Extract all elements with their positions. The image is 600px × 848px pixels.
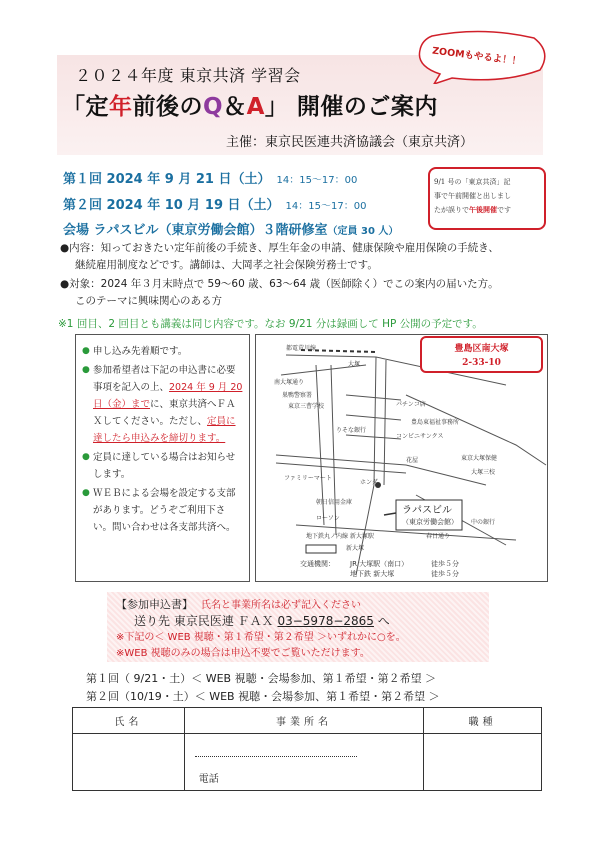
map-label: 東京大塚保健: [461, 455, 498, 462]
access-subway-walk: 徒歩５分: [431, 570, 459, 578]
col-office-header: 事業所名: [184, 708, 423, 734]
building-name: ラパスビル: [402, 505, 452, 516]
job-field[interactable]: [424, 734, 542, 791]
page-title: 「定年前後のQ＆A」 開催のご案内: [62, 94, 438, 120]
zoom-text: ZOOMもやるよ！！: [431, 45, 522, 68]
map-label: 中の銀行: [471, 519, 496, 526]
name-field[interactable]: [73, 734, 185, 791]
office-field[interactable]: [184, 734, 423, 791]
application-note-2: ※WEB 視聴のみの場合は申込不要でご覧いただけます。: [116, 648, 370, 659]
application-title: 【参加申込書】 氏名と事業所名は必ず記入ください: [116, 598, 361, 611]
rule-item: ● 定員に達している場合はお知らせします。: [82, 452, 236, 480]
map-label: 春日通り: [426, 533, 451, 540]
choice-session-2[interactable]: 第２回（10/19・土）＜ WEB 視聴・会場参加、第１希望・第２希望 ＞: [86, 690, 440, 703]
building-sub: （東京労働会館）: [402, 518, 458, 526]
map-label: 花屋: [406, 457, 419, 464]
map-label: 新大塚: [346, 545, 365, 552]
map-label: 都電荒川線: [286, 345, 317, 352]
map-label: 大塚: [348, 361, 361, 368]
col-job-header: 職種: [424, 708, 542, 734]
choice-session-1[interactable]: 第１回（ 9/21・土）＜ WEB 視聴・会場参加、第１希望・第２希望 ＞: [86, 672, 437, 685]
map-label: 南大塚通り: [274, 379, 305, 386]
application-form: [72, 707, 542, 791]
venue: 会場 ラパスビル（東京労働会館）３階研修室（定員 30 人）: [63, 223, 399, 238]
map-label: ローソン: [316, 515, 340, 522]
map-label: 大塚三校: [471, 469, 496, 476]
content-line-2: 継続雇用制度などです。講師は、大岡孝之社会保険労務士です。: [75, 259, 378, 271]
access-subway: 地下鉄 新大塚: [350, 570, 395, 578]
rule-item: ● 参加希望者は下記の申込書に必要事項を記入の上、2024 年 9 月 20 日（金）までに、東京共済へＦＡＸしてください。ただし、定員に達したら申込みを締切ります。: [82, 365, 243, 444]
organizer: 主催：東京民医連共済協議会（東京共済）: [226, 135, 474, 150]
content-line-1: ●内容：知っておきたい定年前後の手続き、厚生年金の申請、健康保険や雇用保険の手続き、: [60, 242, 499, 254]
session-2: 第２回 2024 年 10 月 19 日（土） 14：15〜17：00: [63, 198, 367, 213]
map-label: コンビニサンクス: [396, 433, 444, 440]
address-box: 豊島区南大塚 2-33-10: [420, 336, 543, 373]
target-line-1: ●対象：2024 年３月末時点で 59〜60 歳、63〜64 歳（医師除く）でこの案内の届いた方。: [60, 278, 499, 290]
rule-item: ● ＷＥＢによる会場を設定する支部があります。どうぞご利用下さい。問い合わせは各支部共済へ。: [82, 488, 236, 533]
map-label: 地下鉄丸ノ内線 新大塚駅: [306, 533, 374, 540]
access-jr: JR 大塚駅（南口）: [350, 560, 409, 568]
map-label: 豊島東福祉事務所: [411, 419, 460, 426]
map-label: ホンダ: [360, 479, 378, 486]
session-1: 第１回 2024 年 9 月 21 日（土） 14：15〜17：00: [63, 172, 358, 187]
phone-label: 電話: [198, 774, 219, 785]
access-label: 交通機関：: [300, 560, 335, 568]
map-label: 東京三曹学校: [288, 403, 325, 410]
access-jr-walk: 徒歩５分: [431, 560, 459, 568]
map-label: りそな銀行: [336, 427, 367, 434]
rule-item: ● 申し込み先着順です。: [82, 346, 188, 357]
col-name-header: 氏名: [73, 708, 185, 734]
map-label: 朝日信用金庫: [316, 499, 353, 506]
recording-note: ※1 回目、2 回目とも講義は同じ内容です。なお 9/21 分は録画して HP 公開の予定です。: [58, 318, 483, 330]
notice-box: 9/1 号の「東京共済」記 事で午前開催と出しまし たが誤りで午後開催です: [428, 167, 546, 230]
application-rules-box: [75, 334, 250, 582]
map-label: ファミリーマート: [284, 475, 332, 482]
map-label: 巣鴨警察署: [282, 392, 313, 399]
map-label: パチンコ店: [396, 401, 426, 408]
title-year: ２０２４年度 東京共済 学習会: [75, 66, 301, 85]
fax-line: 送り先 東京民医連 ＦＡＸ 03−5978−2865 へ: [134, 614, 390, 628]
application-note-1: ※下記の＜ WEB 視聴・第１希望・第２希望 ＞いずれかに○を。: [116, 632, 406, 643]
target-line-2: このテーマに興味関心のある方: [75, 295, 222, 307]
zoom-speech-bubble: [412, 30, 552, 84]
